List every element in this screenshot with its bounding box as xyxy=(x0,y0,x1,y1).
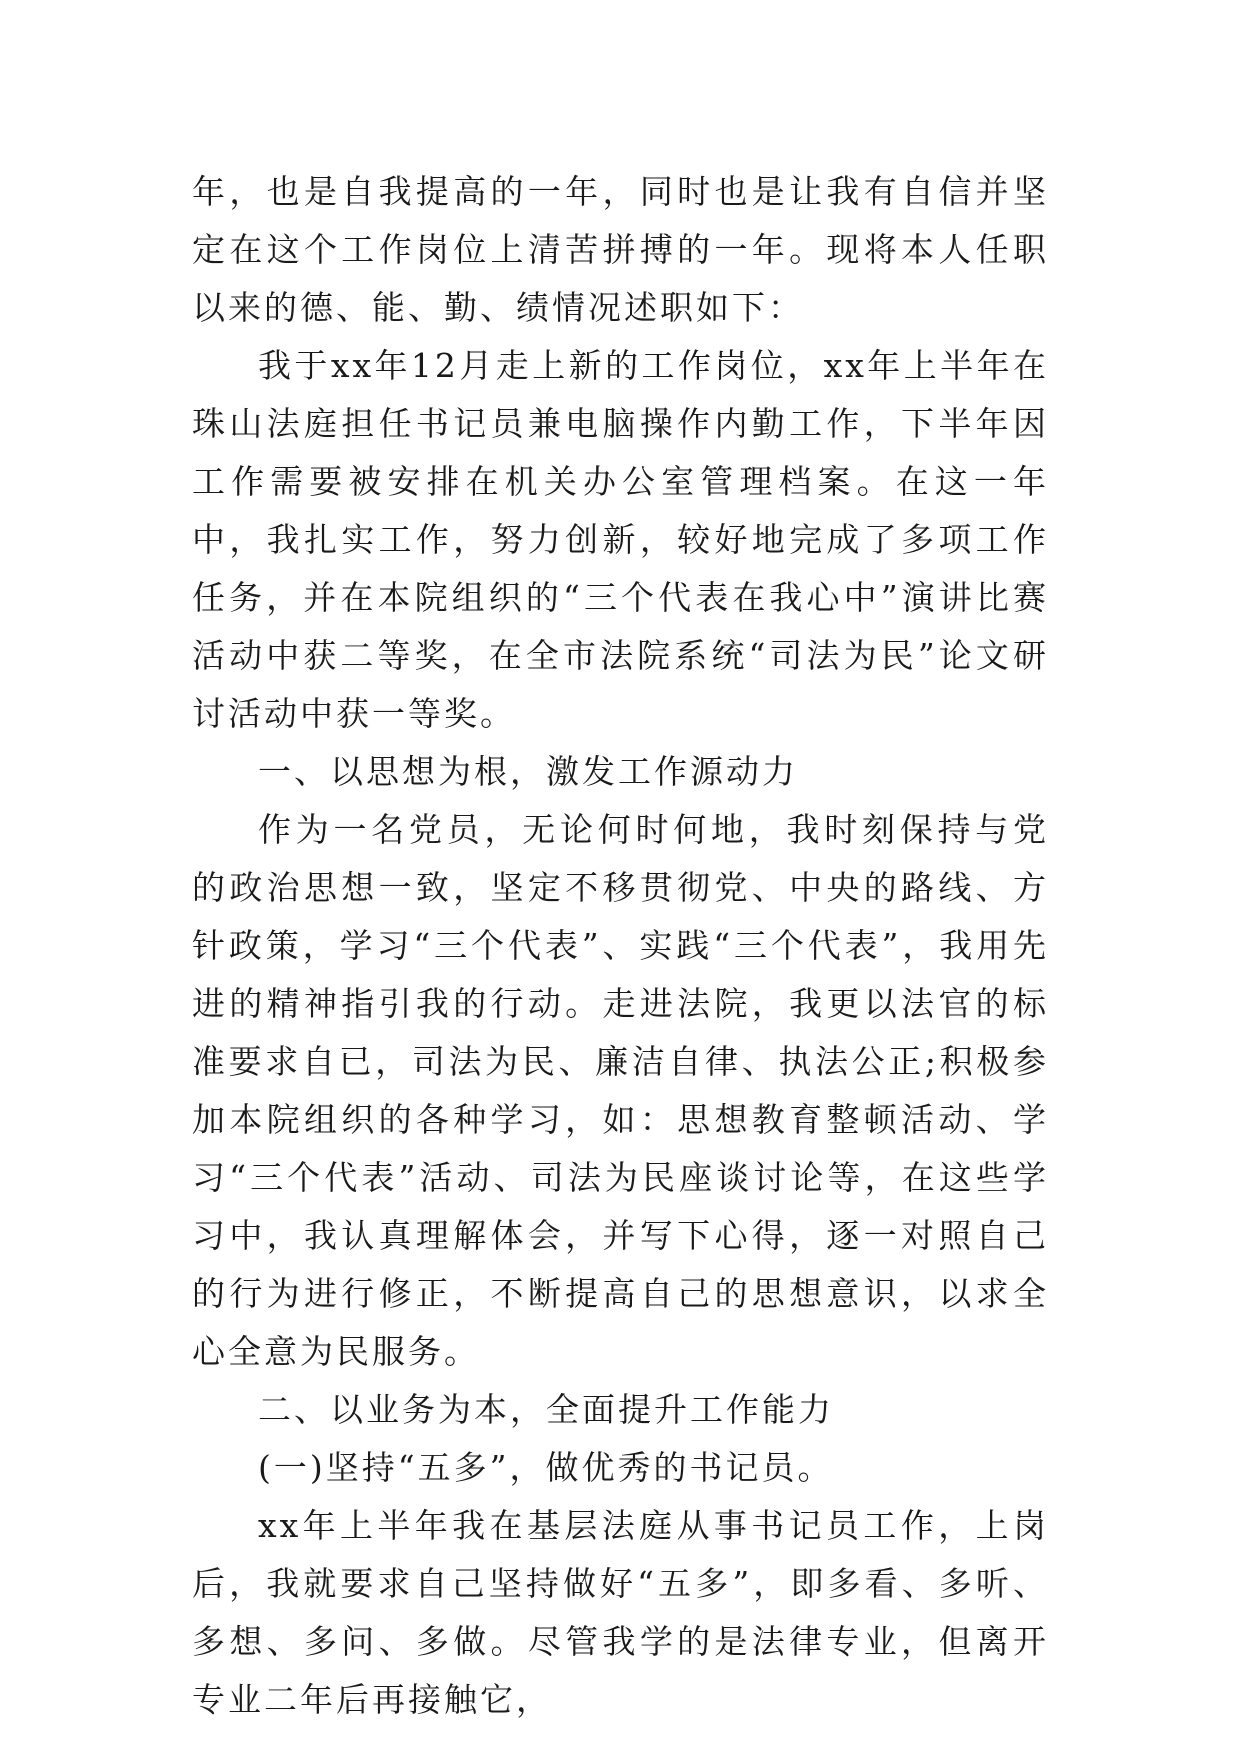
paragraph-ideology: 作为一名党员，无论何时何地，我时刻保持与党的政治思想一致，坚定不移贯彻党、中央的路线、方针政策，学习“三个代表”、实践“三个代表”，我用先进的精神指引我的行动。走进法院，我更以法官的标准要求自已，司法为民、廉洁自律、执法公正;积极参加本院组织的各种学习，如：思想教育整顿活动、学习“三个代表”活动、司法为民座谈讨论等，在这些学习中，我认真理解体会，并写下心得，逐一对照自己的行为进行修正，不断提高自己的思想意识，以求全心全意为民服务。 xyxy=(192,810,1049,1371)
paragraph-work-summary: 我于xx年12月走上新的工作岗位，xx年上半年在珠山法庭担任书记员兼电脑操作内勤工作，下半年因工作需要被安排在机关办公室管理档案。在这一年中，我扎实工作，努力创新，较好地完成了多项工作任务，并在本院组织的“三个代表在我心中”演讲比赛活动中获二等奖，在全市法院系统“司法为民”论文研讨活动中获一等奖。 xyxy=(192,346,1049,733)
subsection-heading-five-more: (一)坚持“五多”，做优秀的书记员。 xyxy=(258,1448,834,1487)
paragraph-intro-continuation: 年，也是自我提高的一年，同时也是让我有自信并坚定在这个工作岗位上清苦拼搏的一年。现将本人任职以来的德、能、勤、绩情况述职如下： xyxy=(192,172,1049,327)
paragraph-clerk-work: xx年上半年我在基层法庭从事书记员工作，上岗后，我就要求自己坚持做好“五多”，即多看、多听、多想、多问、多做。尽管我学的是法律专业，但离开专业二年后再接触它， xyxy=(192,1506,1049,1719)
section-heading-business: 二、以业务为本，全面提升工作能力 xyxy=(258,1390,834,1429)
section-heading-ideology: 一、以思想为根，激发工作源动力 xyxy=(258,752,798,791)
document-body xyxy=(192,163,1049,1729)
